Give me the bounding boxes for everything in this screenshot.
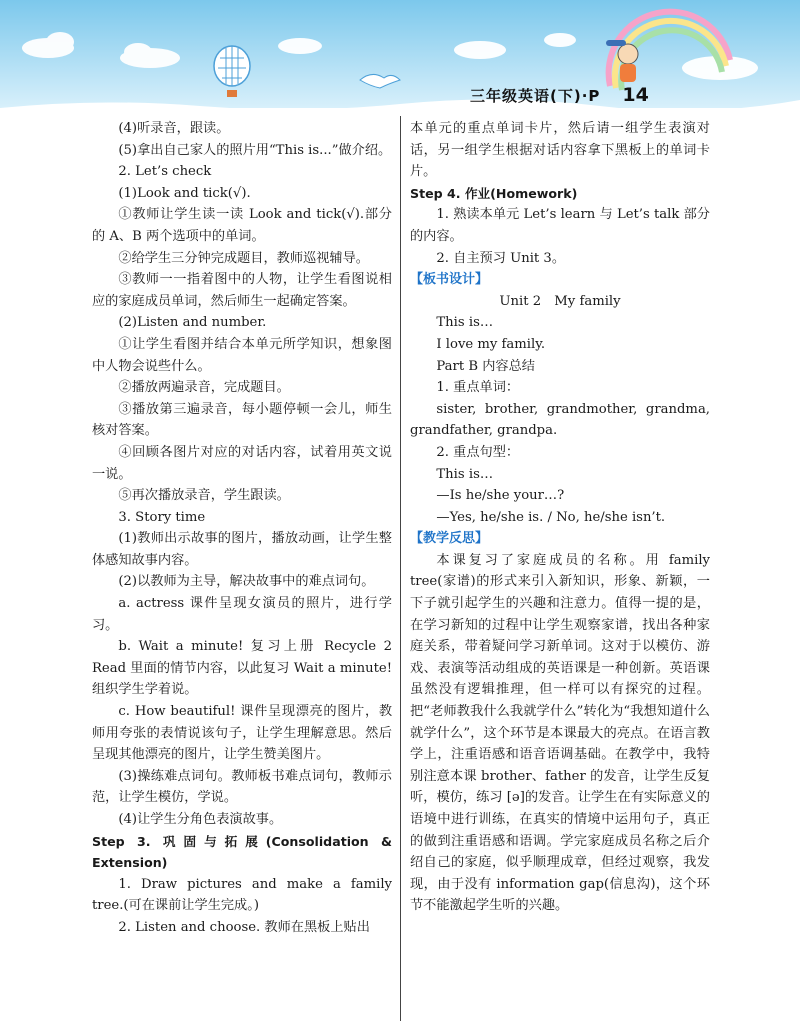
paragraph: 2. 自主预习 Unit 3。 <box>436 250 566 266</box>
paragraph: ①让学生看图并结合本单元所学知识，想象图中人物会说些什么。 <box>92 336 392 374</box>
paragraph: (4)听录音，跟读。 <box>118 121 230 136</box>
left-column <box>92 118 392 939</box>
paragraph: (1)Look and tick(√). <box>118 185 251 201</box>
paragraph: ③播放第三遍录音，每小题停顿一会儿，师生核对答案。 <box>92 401 392 439</box>
column-divider <box>400 116 401 1021</box>
paragraph: (2)Listen and number. <box>118 315 267 331</box>
paragraph: 2. Listen and choose. 教师在黑板上贴出 <box>118 919 370 935</box>
paragraph: 3. Story time <box>118 509 206 525</box>
paragraph: I love my family. <box>436 336 546 352</box>
paragraph: (4)让学生分角色表演故事。 <box>118 812 283 827</box>
paragraph: —Yes, he/she is. / No, he/she isn’t. <box>436 509 666 525</box>
paragraph: sister, brother, grandmother, grandma, grandfather, grandpa. <box>410 401 710 439</box>
paragraph: (5)拿出自己家人的照片用“This is...”做介绍。 <box>118 142 392 158</box>
paragraph: Part B 内容总结 <box>436 358 535 374</box>
page-header <box>470 82 700 108</box>
paragraph: 本课复习了家庭成员的名称。用 family tree(家谱)的形式来引入新知识，形象、新颖，一下子就引起学生的兴趣和注意力。值得一提的是，在学习新知的过程中让学生观察家谱，找出各种家庭关系，带着疑问学习新单词。这对于以模仿、游戏、表演等活动组成的英语课是一种创新。英语课虽然没有逻辑推理，但一样可以有探究的过程。把“老师教我什么我就学什么”转化为“我想知道什么就学什么”，这个环节是本课最大的亮点。在语言教学上，注重语感和语音语调基础。在教学中，我特别注意本课 brother、father 的发音，让学生反复听，模仿，练习 [ə]的发音。让学生在有实际意义的语境中进行训练，在真实的情境中运用句子，真正的做到注重语感和语调。学完家庭成员名称之后介绍自己的家庭，似乎顺理成章，但经过观察，我发现，由于没有 information gap(信息沟)，这个环节不能激起学生听的兴趣。 <box>410 552 710 914</box>
page-number: 14 <box>622 84 649 106</box>
paragraph: (3)操练难点词句。教师板书难点词句，教师示范，让学生模仿，学说。 <box>92 768 392 806</box>
paragraph: ①教师让学生读一读 Look and tick(√).部分的 A、B 两个选项中的单词。 <box>92 207 392 244</box>
paragraph: This is… <box>436 466 494 482</box>
paragraph: ④回顾各图片对应的对话内容，试着用英文说一说。 <box>92 444 392 482</box>
header-title: 三年级英语(下)·P <box>470 86 601 105</box>
paragraph: ②给学生三分钟完成题目，教师巡视辅导。 <box>118 250 369 266</box>
paragraph: 2. Let’s check <box>118 164 212 180</box>
paragraph: Unit 2 My family <box>499 293 621 309</box>
paragraph: Step 3. 巩固与拓展(Consolidation & Extension) <box>92 833 392 871</box>
paragraph: 1. Draw pictures and make a family tree.(可在课前让学生完成。) <box>92 876 392 914</box>
paragraph: 2. 重点句型： <box>436 444 520 460</box>
paragraph: 1. 重点单词： <box>436 380 520 396</box>
paragraph: 1. 熟读本单元 Let’s learn 与 Let’s talk 部分的内容。 <box>410 207 710 244</box>
paragraph: (1)教师出示故事的图片，播放动画，让学生整体感知故事内容。 <box>92 531 392 568</box>
paragraph: ⑤再次播放录音，学生跟读。 <box>118 488 290 504</box>
paragraph: 【教学反思】 <box>410 531 489 547</box>
paragraph: —Is he/she your…? <box>436 488 565 504</box>
paragraph: b. Wait a minute! 复习上册 Recycle 2 Read 里面的情节内容，以此复习 Wait a minute! 组织学生学着说。 <box>92 639 392 698</box>
paragraph: (2)以教师为主导，解决故事中的难点词句。 <box>118 574 375 590</box>
paragraph: 本单元的重点单词卡片，然后请一组学生表演对话，另一组学生根据对话内容拿下黑板上的单词卡片。 <box>410 121 710 180</box>
right-column <box>410 118 710 917</box>
paragraph: ③教师一一指着图中的人物，让学生看图说相应的家庭成员单词，然后师生一起确定答案。 <box>92 272 392 309</box>
paragraph: Step 4. 作业(Homework) <box>410 185 578 201</box>
paragraph: 【板书设计】 <box>410 272 489 288</box>
paragraph: c. How beautiful! 课件呈现漂亮的图片，教师用夸张的表情说该句子，让学生理解意思。然后呈现其他漂亮的图片，让学生赞美图片。 <box>92 704 392 763</box>
paragraph: a. actress 课件呈现女演员的照片，进行学习。 <box>92 596 392 633</box>
paragraph: ②播放两遍录音，完成题目。 <box>118 380 290 396</box>
paragraph: This is… <box>436 315 494 331</box>
